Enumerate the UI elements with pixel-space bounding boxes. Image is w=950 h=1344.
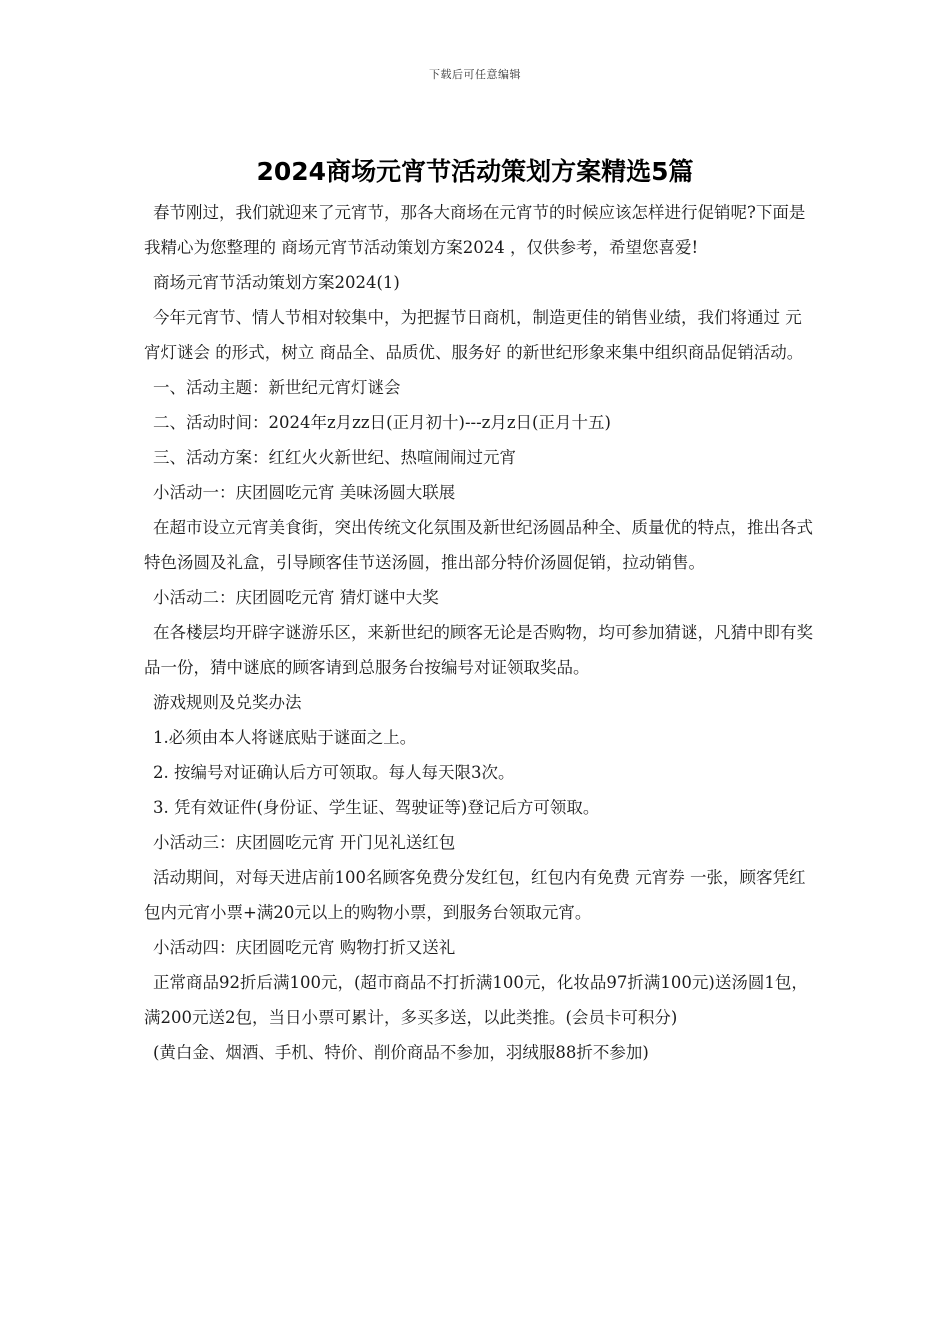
paragraph-time: 二、活动时间：2024年z月zz日(正月初十)---z月z日(正月十五) <box>153 413 611 432</box>
rule-item-2: 2. 按编号对证确认后方可领取。每人每天限3次。 <box>153 763 515 782</box>
page-header-note: 下载后可任意编辑 <box>429 68 521 81</box>
subheading-activity-1: 小活动一：庆团圆吃元宵 美味汤圆大联展 <box>153 483 456 502</box>
paragraph-background: 今年元宵节、情人节相对较集中，为把握节日商机，制造更佳的销售业绩，我们将通过 元宵灯谜会 的形式，树立 商品全、品质优、服务好 的新世纪形象来集中组织商品促销活动。 <box>144 308 804 362</box>
paragraph-intro: 春节刚过，我们就迎来了元宵节，那各大商场在元宵节的时候应该怎样进行促销呢?下面是我精心为您整理的 商场元宵节活动策划方案2024 ，仅供参考，希望您喜爱! <box>144 203 806 257</box>
subheading-activity-2: 小活动二：庆团圆吃元宵 猜灯谜中大奖 <box>153 588 439 607</box>
rule-item-1: 1.必须由本人将谜底贴于谜面之上。 <box>153 728 417 747</box>
rule-item-3: 3. 凭有效证件(身份证、学生证、驾驶证等)登记后方可领取。 <box>153 798 600 817</box>
subheading-activity-4: 小活动四：庆团圆吃元宵 购物打折又送礼 <box>153 938 456 957</box>
paragraph-exclusions: (黄白金、烟酒、手机、特价、削价商品不参加，羽绒服88折不参加) <box>153 1043 649 1062</box>
paragraph-scheme: 三、活动方案：红红火火新世纪、热喧闹闹过元宵 <box>153 448 516 467</box>
paragraph-activity-4: 正常商品92折后满100元，(超市商品不打折满100元，化妆品97折满100元)送汤圆1包，满200元送2包，当日小票可累计，多买多送，以此类推。(会员卡可积分) <box>144 973 808 1027</box>
section-heading-plan-1: 商场元宵节活动策划方案2024(1) <box>153 273 400 292</box>
subheading-activity-3: 小活动三：庆团圆吃元宵 开门见礼送红包 <box>153 833 456 852</box>
paragraph-theme: 一、活动主题：新世纪元宵灯谜会 <box>153 378 401 397</box>
paragraph-activity-3: 活动期间，对每天进店前100名顾客免费分发红包，红包内有免费 元宵券 一张，顾客凭红包内元宵小票+满20元以上的购物小票，到服务台领取元宵。 <box>144 868 806 922</box>
paragraph-activity-1: 在超市设立元宵美食街，突出传统文化氛围及新世纪汤圆品种全、质量优的特点，推出各式特色汤圆及礼盒，引导顾客佳节送汤圆，推出部分特价汤圆促销，拉动销售。 <box>144 518 813 572</box>
subheading-rules: 游戏规则及兑奖办法 <box>153 693 302 712</box>
paragraph-activity-2: 在各楼层均开辟字谜游乐区，来新世纪的顾客无论是否购物，均可参加猜谜，凡猜中即有奖品一份，猜中谜底的顾客请到总服务台按编号对证领取奖品。 <box>144 623 813 677</box>
document-title: 2024商场元宵节活动策划方案精选5篇 <box>256 157 694 186</box>
document-body <box>144 195 816 1070</box>
